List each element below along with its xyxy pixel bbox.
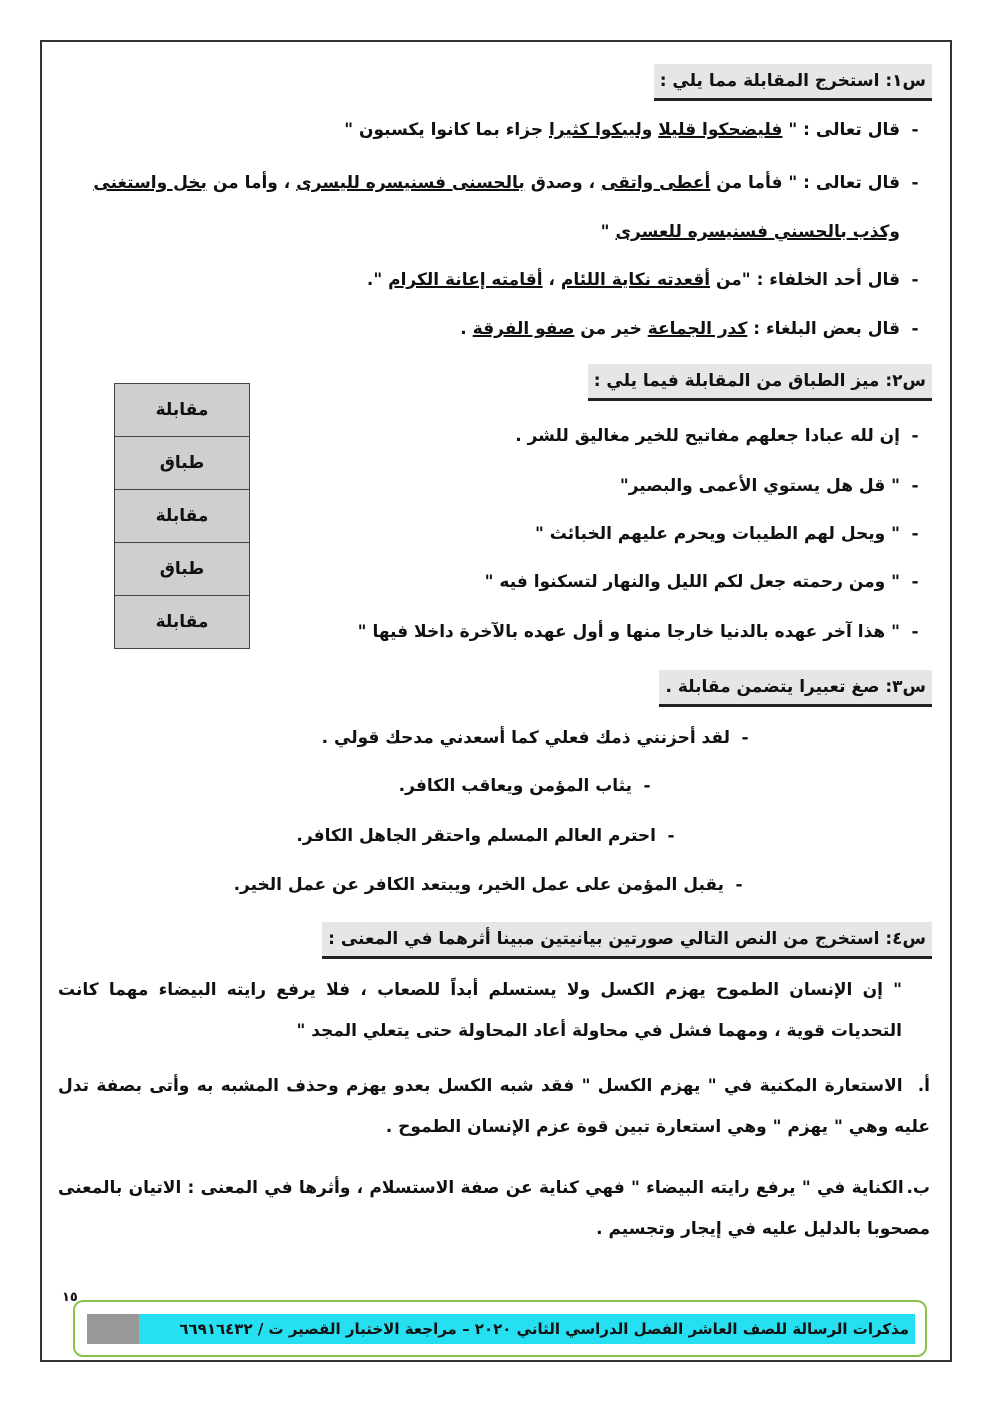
q4-title: س٤: استخرج من النص التالي صورتين بيانيتين مبينا أثرهما في المعنى :: [322, 922, 932, 959]
answer-cell: مقابلة: [115, 490, 250, 543]
q1-item-2-cont: وكذب بالحسني فسنيسره للعسرى ": [600, 222, 900, 242]
q1-title: س١: استخرج المقابلة مما يلي :: [654, 64, 932, 101]
q1-item-3: -قال أحد الخلفاء : "من أقعدته نكاية اللئام ، أقامته إعانة الكرام ".: [366, 270, 919, 290]
q2-title: س٢: ميز الطباق من المقابلة فيما يلي :: [588, 364, 932, 401]
q2-answer-table: [114, 383, 250, 649]
q4-passage: " إن الإنسان الطموح يهزم الكسل ولا يستسلم أبداً للصعاب ، فلا يرفع رايته البيضاء مهما كانت التحديات قوية ، ومهما فشل في محاولة أعاد المحاولة حتى يتعلي المجد ": [58, 980, 902, 1041]
q4-answer-b: ب. الكناية في " يرفع رايته البيضاء " فهي كناية عن صفة الاستسلام ، وأثرها في المعنى : الاتيان بالمعنى مصحوبا بالدليل عليه في إيجار وتجسيم .: [58, 1178, 931, 1239]
q3-item-3: -احترم العالم المسلم واحتقر الجاهل الكافر.: [296, 826, 675, 846]
q3-item-1: -لقد أحزنني ذمك فعلي كما أسعدني مدحك قولي .: [321, 728, 749, 748]
q2-item-5: -" هذا آخر عهده بالدنيا خارجا منها و أول عهده بالآخرة داخلا فيها ": [357, 622, 919, 642]
q2-item-4: -" ومن رحمته جعل لكم الليل والنهار لتسكنوا فيه ": [484, 572, 919, 592]
answer-cell: طباق: [115, 437, 250, 490]
q2-item-3: -" ويحل لهم الطيبات ويحرم عليهم الخبائث ": [534, 524, 919, 544]
q2-item-2: -" قل هل يستوي الأعمى والبصير": [619, 476, 919, 496]
q3-title: س٣: صغ تعبيرا يتضمن مقابلة .: [659, 670, 932, 707]
q1-item-4: -قال بعض البلغاء : كدر الجماعة خير من صفو الفرقة .: [460, 319, 919, 339]
answer-cell: مقابلة: [115, 596, 250, 649]
answer-cell: طباق: [115, 543, 250, 596]
footer-text: مذكرات الرسالة للصف العاشر الفصل الدراسي الثاني ٢٠٢٠ – مراجعة الاختبار القصير ت / ٦٦٩١٦٤٣٢: [139, 1314, 915, 1344]
q3-item-2: -يثاب المؤمن ويعاقب الكافر.: [398, 776, 651, 796]
footer-gray-block: [87, 1314, 139, 1344]
q1-item-2: -قال تعالى : " فأما من أعطى واتقى ، وصدق بالحسنى فسنيسره لليسرى ، وأما من بخل واستغنى: [93, 173, 919, 193]
q4-answer-a: أ. الاستعارة المكنية في " يهزم الكسل " فقد شبه الكسل بعدو يهزم وحذف المشبه به وأتى بصفة تدل عليه وهي " يهزم " وهي استعارة تبين قوة عزم الإنسان الطموح .: [58, 1076, 930, 1137]
q3-item-4: -يقبل المؤمن على عمل الخير، ويبتعد الكافر عن عمل الخير.: [233, 875, 743, 895]
q2-item-1: -إن لله عبادا جعلهم مفاتيح للخير مغاليق للشر .: [515, 426, 919, 446]
footer-banner: [73, 1300, 927, 1357]
q1-item-1: -قال تعالى : " فليضحكوا قليلا وليبكوا كثيرا جزاء بما كانوا يكسبون ": [344, 120, 919, 140]
page-number: ١٥: [62, 1290, 78, 1305]
answer-cell: مقابلة: [115, 384, 250, 437]
